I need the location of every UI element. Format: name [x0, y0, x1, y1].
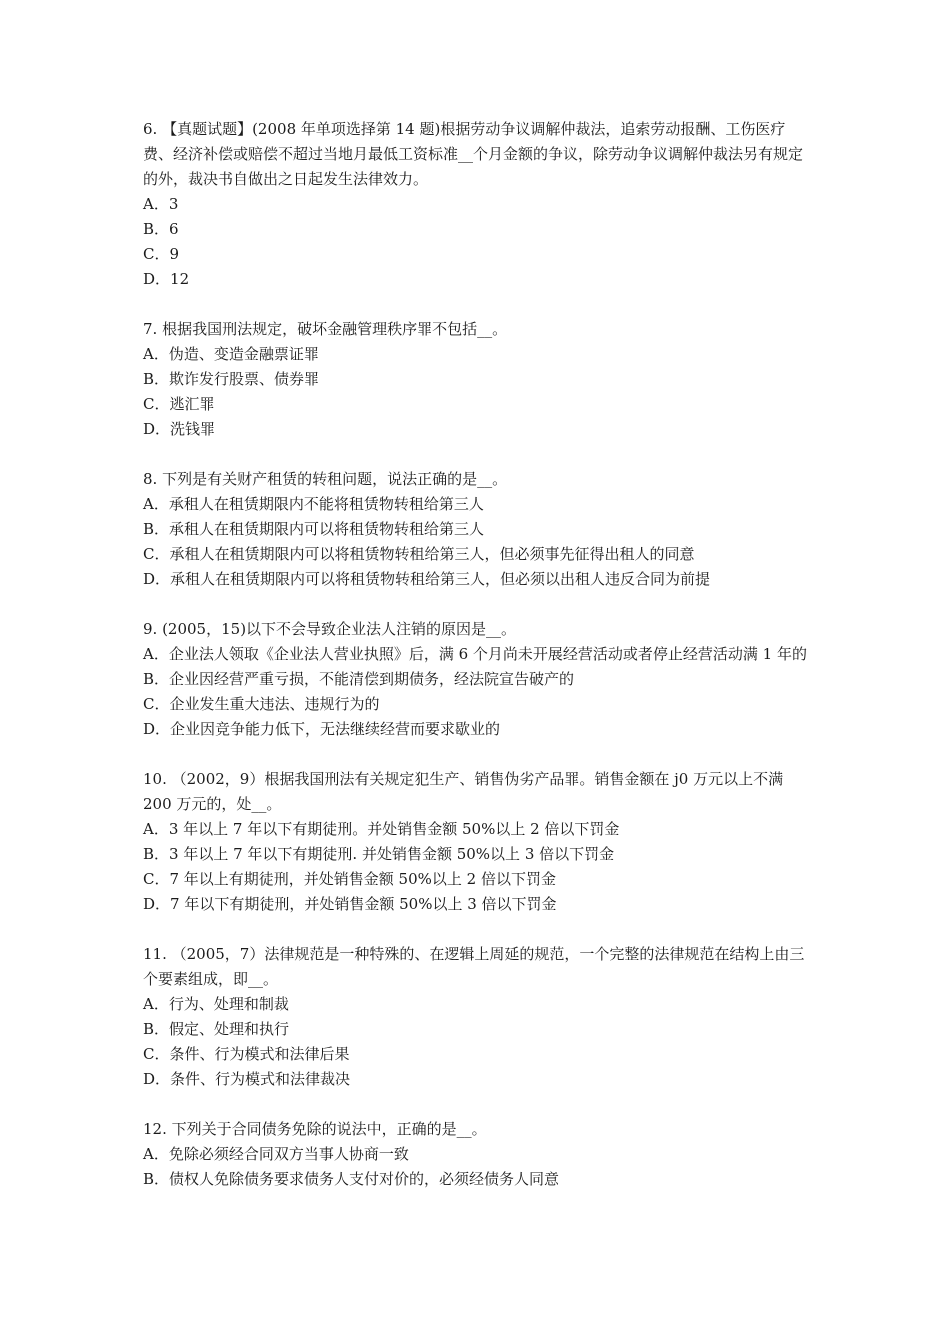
option-b: B．承租人在租赁期限内可以将租赁物转租给第三人	[143, 520, 485, 538]
option-a: A．行为、处理和制裁	[143, 995, 289, 1013]
option-a: A．3	[143, 195, 179, 213]
option-d: D．7 年以下有期徒刑，并处销售金额 50%以上 3 倍以下罚金	[143, 895, 557, 913]
question-stem: 10. （2002，9）根据我国刑法有关规定犯生产、销售伪劣产品罪。销售金额在 j0 万元以上不满 200 万元的，处__。	[143, 770, 784, 813]
option-b: B．欺诈发行股票、债券罪	[143, 370, 320, 388]
option-d: D．企业因竞争能力低下，无法继续经营而要求歇业的	[143, 720, 501, 738]
document-page	[143, 117, 813, 1217]
option-c: C．承租人在租赁期限内可以将租赁物转租给第三人，但必须事先征得出租人的同意	[143, 545, 695, 563]
question-stem: 9. (2005，15)以下不会导致企业法人注销的原因是__。	[143, 620, 517, 638]
question-9	[143, 617, 813, 742]
question-stem: 6. 【真题试题】(2008 年单项选择第 14 题)根据劳动争议调解仲裁法，追索劳动报酬、工伤医疗费、经济补偿或赔偿不超过当地月最低工资标准__个月金额的争议，除劳动争议调解仲裁法另有规定的外，裁决书自做出之日起发生法律效力。	[143, 120, 804, 188]
option-c: C．7 年以上有期徒刑，并处销售金额 50%以上 2 倍以下罚金	[143, 870, 556, 888]
option-d: D．条件、行为模式和法律裁决	[143, 1070, 351, 1088]
option-c: C．9	[143, 245, 180, 263]
option-c: C．企业发生重大违法、违规行为的	[143, 695, 380, 713]
option-b: B．企业因经营严重亏损，不能清偿到期债务，经法院宣告破产的	[143, 670, 575, 688]
question-stem: 8. 下列是有关财产租赁的转租问题，说法正确的是__。	[143, 470, 508, 488]
question-8	[143, 467, 813, 592]
option-a: A．承租人在租赁期限内不能将租赁物转租给第三人	[143, 495, 484, 513]
option-b: B．3 年以上 7 年以下有期徒刑. 并处销售金额 50%以上 3 倍以下罚金	[143, 845, 615, 863]
option-a: A．企业法人领取《企业法人营业执照》后，满 6 个月尚未开展经营活动或者停止经营活动满 1 年的	[143, 645, 807, 663]
option-c: C．条件、行为模式和法律后果	[143, 1045, 350, 1063]
option-a: A．3 年以上 7 年以下有期徒刑。并处销售金额 50%以上 2 倍以下罚金	[143, 820, 620, 838]
question-stem: 12. 下列关于合同债务免除的说法中，正确的是__。	[143, 1120, 487, 1138]
question-6	[143, 117, 813, 292]
option-c: C．逃汇罪	[143, 395, 215, 413]
option-b: B．债权人免除债务要求债务人支付对价的，必须经债务人同意	[143, 1170, 560, 1188]
option-d: D．12	[143, 270, 190, 288]
question-10	[143, 767, 813, 917]
option-d: D．洗钱罪	[143, 420, 216, 438]
question-12	[143, 1117, 813, 1192]
option-a: A．伪造、变造金融票证罪	[143, 345, 319, 363]
option-d: D．承租人在租赁期限内可以将租赁物转租给第三人，但必须以出租人违反合同为前提	[143, 570, 711, 588]
question-7	[143, 317, 813, 442]
option-b: B．假定、处理和执行	[143, 1020, 290, 1038]
option-a: A．免除必须经合同双方当事人协商一致	[143, 1145, 409, 1163]
question-stem: 7. 根据我国刑法规定，破坏金融管理秩序罪不包括__。	[143, 320, 508, 338]
question-11	[143, 942, 813, 1092]
option-b: B．6	[143, 220, 179, 238]
question-stem: 11. （2005，7）法律规范是一种特殊的、在逻辑上周延的规范，一个完整的法律规范在结构上由三个要素组成，即__。	[143, 945, 805, 988]
